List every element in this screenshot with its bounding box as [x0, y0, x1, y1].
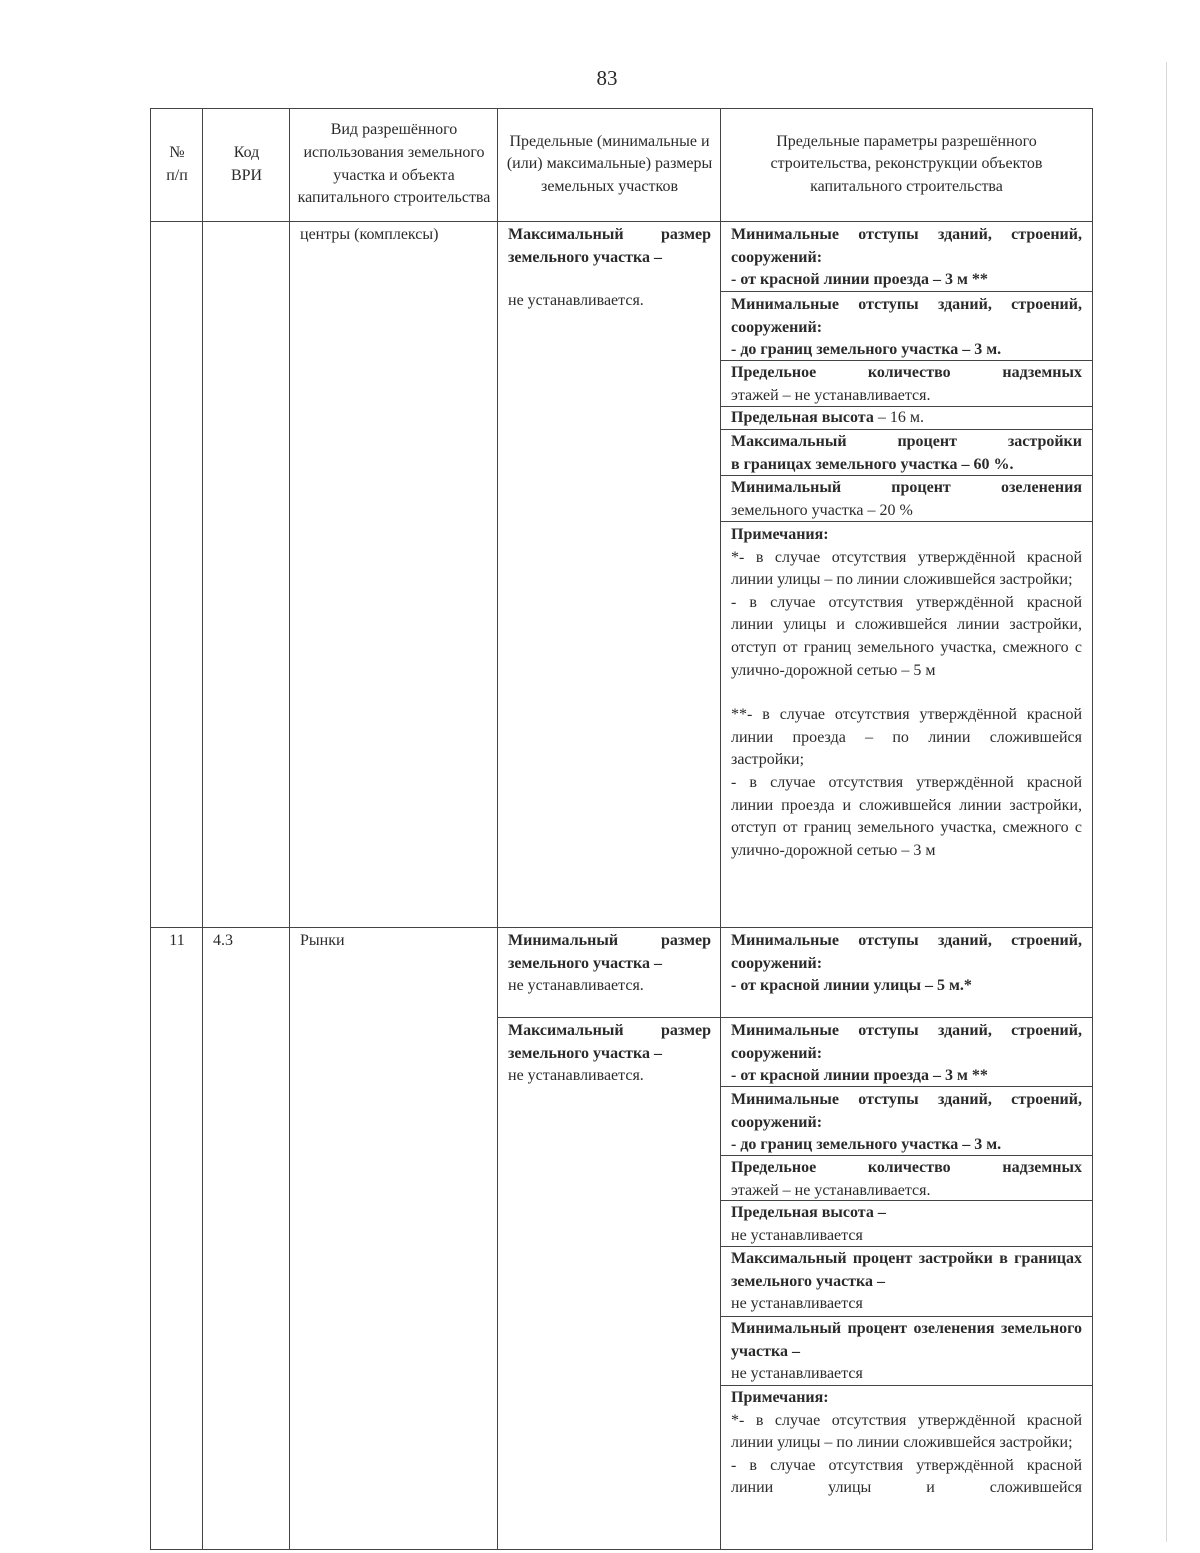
param-title: Предельное количество надземных — [731, 364, 1082, 381]
param-value: - от красной линии проезда – 3 м ** — [731, 1067, 988, 1085]
note-text: - в случае отсутствия утверждённой красной линии улицы и сложившейся — [731, 1456, 1082, 1497]
size-max-value: не устанавливается. — [508, 292, 644, 309]
param-title: Минимальный процент озеленения земельного участка – — [731, 1320, 1082, 1360]
param-value: - до границ земельного участка – 3 м. — [731, 1136, 1002, 1154]
param-title: Минимальные отступы зданий, строений, сооружений: — [731, 296, 1082, 336]
param-block — [721, 292, 1092, 360]
param-block — [721, 928, 1092, 1017]
param-block — [721, 222, 1092, 290]
param-value: – 16 м. — [873, 409, 924, 426]
param-block — [721, 430, 1092, 476]
param-block — [721, 476, 1092, 521]
note-text: - в случае отсутствия утверждённой красной линии проезда и сложившейся линии застройки, отступ от границ земельного участка, смежного с улично-дорожной сетью – 3 м — [731, 773, 1082, 859]
param-value: в границах земельного участка – 60 %. — [731, 455, 1014, 473]
column-divider — [202, 109, 203, 1549]
param-value: не устанавливается — [731, 1226, 863, 1244]
param-block — [721, 407, 1092, 430]
param-value: - до границ земельного участка – 3 м. — [731, 341, 1002, 359]
param-title: Минимальный процент озеленения — [731, 479, 1082, 496]
param-block — [721, 1201, 1092, 1247]
param-block — [721, 1156, 1092, 1201]
notes-title: Примечания: — [731, 526, 829, 543]
param-block — [721, 1018, 1092, 1086]
notes-block — [721, 1386, 1092, 1549]
param-title: Минимальные отступы зданий, строений, сооружений: — [731, 226, 1082, 266]
param-title: Предельное количество надземных — [731, 1159, 1082, 1176]
row-number: 11 — [169, 932, 185, 949]
param-title: Минимальные отступы зданий, строений, сооружений: — [731, 932, 1082, 972]
regulations-table — [150, 108, 1093, 1550]
param-title: Предельная высота – — [731, 1204, 886, 1221]
note-text: *- в случае отсутствия утверждённой красной линии улицы – по линии сложившейся застройки; — [731, 1411, 1082, 1452]
kind-cell: центры (комплексы) — [300, 226, 439, 243]
param-value: - от красной линии улицы – 5 м.* — [731, 977, 972, 995]
size-max-title: Максимальный размер земельного участка – — [508, 1022, 711, 1062]
param-block — [721, 1317, 1092, 1385]
scan-edge-line — [1166, 62, 1167, 1542]
column-divider — [497, 109, 498, 1549]
header-code: Код ВРИ — [230, 143, 263, 184]
param-block — [721, 361, 1092, 407]
size-min-block — [498, 928, 721, 1017]
param-title: Максимальный процент застройки в границах земельного участка – — [731, 1250, 1082, 1290]
kind-cell: Рынки — [300, 932, 345, 949]
size-min-value: не устанавливается. — [508, 977, 644, 995]
header-sizes: Предельные (минимальные и (или) максимальные) размеры земельных участков — [506, 132, 713, 195]
note-text: - в случае отсутствия утверждённой красной линии улицы и сложившейся линии застройки, отступ от границ земельного участка, смежного с улично-дорожной сетью – 5 м — [731, 593, 1082, 679]
param-value: земельного участка – 20 % — [731, 501, 913, 519]
column-divider — [289, 109, 290, 1549]
param-block — [721, 1247, 1092, 1316]
size-min-title: Минимальный размер земельного участка – — [508, 932, 711, 972]
param-block — [721, 1087, 1092, 1155]
param-value: не устанавливается — [731, 1365, 863, 1383]
header-kind: Вид разрешённого использования земельного участка и объекта капитального строительства — [297, 121, 491, 207]
param-value: этажей – не устанавливается. — [731, 386, 931, 404]
param-title: Максимальный процент застройки — [731, 433, 1082, 450]
size-max-block — [498, 1018, 721, 1088]
row-code: 4.3 — [213, 932, 233, 949]
page-number: 83 — [596, 66, 618, 90]
notes-title: Примечания: — [731, 1389, 829, 1406]
param-value: - от красной линии проезда – 3 м ** — [731, 271, 988, 289]
note-text: *- в случае отсутствия утверждённой красной линии улицы – по линии сложившейся застройки; — [731, 548, 1082, 589]
param-value: не устанавливается — [731, 1295, 863, 1313]
header-params: Предельные параметры разрешённого строительства, реконструкции объектов капитального строительства — [770, 132, 1043, 195]
param-title: Минимальные отступы зданий, строений, сооружений: — [731, 1091, 1082, 1131]
size-max-value: не устанавливается. — [508, 1067, 644, 1085]
param-value: этажей – не устанавливается. — [731, 1181, 931, 1199]
header-num: № п/п — [166, 143, 188, 184]
notes-block — [721, 522, 1092, 862]
note-text: **- в случае отсутствия утверждённой красной линии проезда – по линии сложившейся застройки; — [731, 706, 1082, 769]
param-title: Предельная высота — [731, 409, 874, 426]
size-max-title: Максимальный размер земельного участка – — [508, 226, 711, 266]
param-title: Минимальные отступы зданий, строений, сооружений: — [731, 1022, 1082, 1062]
